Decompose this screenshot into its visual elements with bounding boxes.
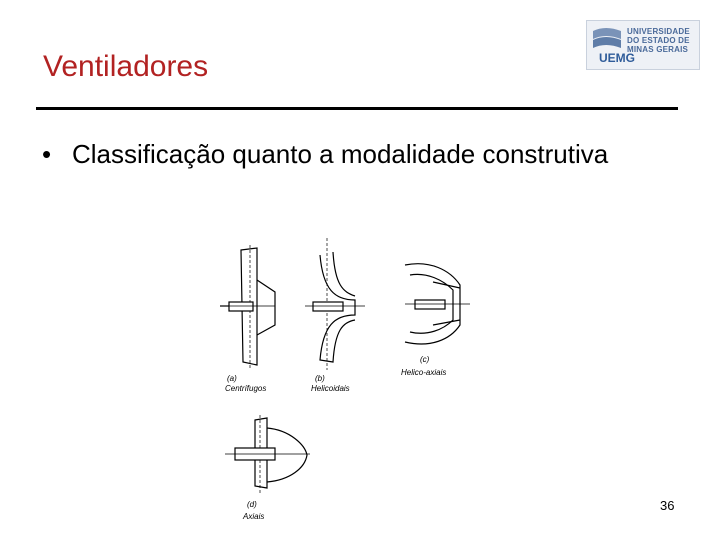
bullet-text: Classificação quanto a modalidade construtiva — [72, 139, 609, 169]
caption-letter-b: (b) — [315, 374, 325, 383]
fan-axial-drawing — [225, 415, 310, 495]
bullet-dot: • — [42, 139, 52, 169]
caption-name-d: Axiais — [243, 512, 265, 521]
caption-name-c: Helico-axiais — [401, 368, 447, 377]
slide-title: Ventiladores — [43, 50, 209, 83]
caption-letter-a: (a) — [227, 374, 237, 383]
logo-line: DO ESTADO DE — [627, 36, 690, 45]
uemg-logo — [586, 20, 700, 70]
fan-helico-axial-drawing — [405, 264, 470, 344]
fan-helicoidal-drawing — [305, 238, 365, 370]
caption-letter-c: (c) — [420, 355, 430, 364]
caption-letter-d: (d) — [247, 500, 257, 509]
page-number: 36 — [660, 498, 675, 513]
fan-types-figure — [215, 230, 485, 530]
title-divider — [36, 107, 678, 110]
caption-name-a: Centrífugos — [225, 384, 267, 393]
logo-line: MINAS GERAIS — [627, 45, 689, 54]
logo-abbreviation: UEMG — [599, 51, 635, 65]
fan-diagram — [215, 230, 485, 525]
fan-centrifugal-drawing — [220, 245, 275, 370]
logo-line: UNIVERSIDADE — [627, 27, 690, 36]
bullet-item — [42, 138, 662, 170]
caption-name-b: Helicoidais — [311, 384, 350, 393]
logo-university-name — [627, 27, 699, 54]
